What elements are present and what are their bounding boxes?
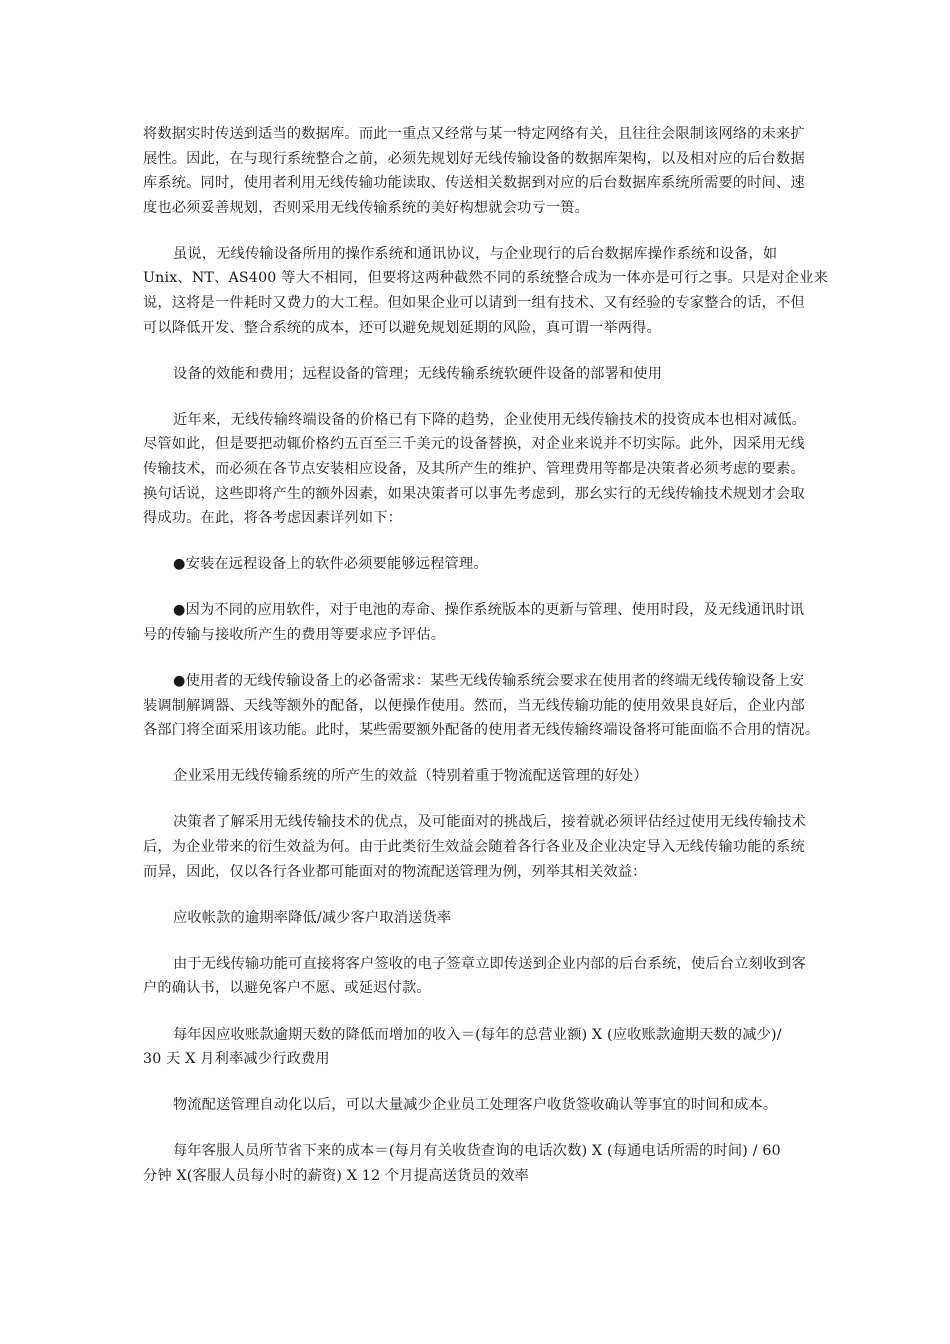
text-line: 号的传输与接收所产生的费用等要求应予评估。 (143, 627, 446, 643)
text-line: 各部门将全面采用该功能。此时，某些需要额外配备的使用者无线传输终端设备将可能面临不合用的情况。 (143, 722, 820, 739)
bullet-paragraph (143, 552, 809, 577)
text-line: ●使用者的无线传输设备上的必备需求：某些无线传输系统会要求在使用者的终端无线传输设备上安 (173, 673, 805, 690)
text-line: 每年客服人员所节省下来的成本＝(每月有关收货查询的电话次数) X (每通电话所需的时间) / 60 (173, 1143, 781, 1160)
body-paragraph (143, 408, 809, 531)
text-line: 后，为企业带来的衍生效益为何。由于此类衍生效益会随着各行各业及企业决定导入无线传输功能的系统 (143, 839, 805, 856)
text-line: 得成功。在此，将各考虑因素详列如下： (143, 510, 402, 527)
document-page (143, 122, 828, 1210)
text-line: 近年来，无线传输终端设备的价格已有下降的趋势，企业使用无线传输技术的投资成本也相对减低。 (173, 411, 807, 428)
text-line: ●安装在远程设备上的软件必须要能够远程管理。 (173, 556, 488, 573)
formula-paragraph (143, 1139, 809, 1188)
body-paragraph (143, 810, 809, 884)
text-line: 企业采用无线传输系统的所产生的效益（特别着重于物流配送管理的好处） (173, 768, 648, 785)
text-line: 由于无线传输功能可直接将客户签收的电子签章立即传送到企业内部的后台系统，使后台立刻收到客 (173, 955, 807, 972)
text-line: 虽说，无线传输设备所用的操作系统和通讯协议，与企业现行的后台数据库操作系统和设备，如 (173, 245, 778, 262)
section-heading (143, 764, 809, 789)
body-paragraph (143, 952, 809, 1001)
text-line: 而异，因此，仅以各行各业都可能面对的物流配送管理为例，列举其相关效益： (143, 863, 647, 880)
body-paragraph (143, 122, 809, 220)
bullet-paragraph (143, 598, 809, 647)
text-line: 决策者了解采用无线传输技术的优点，及可能面对的挑战后，接着就必须评估经过使用无线传输技术 (173, 814, 807, 831)
text-line: 每年因应收账款逾期天数的降低而增加的收入＝(每年的总营业额) X (应收账款逾期天数的减少)/ (173, 1026, 782, 1043)
text-line: 库系统。同时，使用者利用无线传输功能读取、传送相关数据到对应的后台数据库系统所需要的时间、速 (143, 175, 805, 192)
section-heading (143, 906, 809, 931)
text-line: 可以降低开发、整合系统的成本，还可以避免规划延期的风险，真可谓一举两得。 (143, 319, 661, 336)
text-line: 将数据实时传送到适当的数据库。而此一重点又经常与某一特定网络有关，且往往会限制该网络的未来扩 (143, 126, 805, 142)
text-line: 30 天 X 月利率减少行政费用 (143, 1051, 330, 1068)
text-line: 应收帐款的逾期率降低/减少客户取消送货率 (173, 909, 452, 926)
text-line: 分钟 X(客服人员每小时的薪资) X 12 个月提高送货员的效率 (143, 1167, 529, 1184)
section-heading (143, 362, 809, 387)
text-line: 户的确认书，以避免客户不愿、或延迟付款。 (143, 980, 431, 997)
text-line: 物流配送管理自动化以后，可以大量减少企业员工处理客户收货签收确认等事宜的时间和成本。 (173, 1097, 778, 1114)
text-line: 设备的效能和费用；远程设备的管理；无线传输系统软硬件设备的部署和使用 (173, 365, 663, 382)
body-paragraph (143, 242, 828, 340)
bullet-paragraph (143, 669, 820, 743)
text-line: 说，这将是一件耗时又费力的大工程。但如果企业可以请到一组有技术、又有经验的专家整合的话，不但 (143, 295, 805, 312)
text-line: 传输技术，而必须在各节点安装相应设备，及其所产生的维护、管理费用等都是决策者必须考虑的要素。 (143, 461, 805, 478)
text-line: 尽管如此，但是要把动辄价格约五百至三千美元的设备替换，对企业来说并不切实际。此外，因采用无线 (143, 436, 805, 453)
text-line: 装调制解调器、天线等额外的配备，以便操作使用。然而，当无线传输功能的使用效果良好后，企业内部 (143, 697, 805, 714)
text-line: ●因为不同的应用软件，对于电池的寿命、操作系统版本的更新与管理、使用时段，及无线通讯时讯 (173, 602, 805, 619)
text-line: 展性。因此，在与现行系统整合之前，必须先规划好无线传输设备的数据库架构，以及相对应的后台数据 (143, 150, 805, 167)
text-line: 换句话说，这些即将产生的额外因素，如果决策者可以事先考虑到，那幺实行的无线传输技术规划才会取 (143, 485, 805, 502)
text-line: 度也必须妥善规划，否则采用无线传输系统的美好构想就会功亏一篑。 (143, 199, 590, 216)
body-paragraph (143, 1093, 809, 1118)
formula-paragraph (143, 1023, 809, 1072)
text-line: Unix、NT、AS400 等大不相同，但要将这两种截然不同的系统整合成为一体亦是可行之事。只是对企业来 (143, 270, 828, 287)
